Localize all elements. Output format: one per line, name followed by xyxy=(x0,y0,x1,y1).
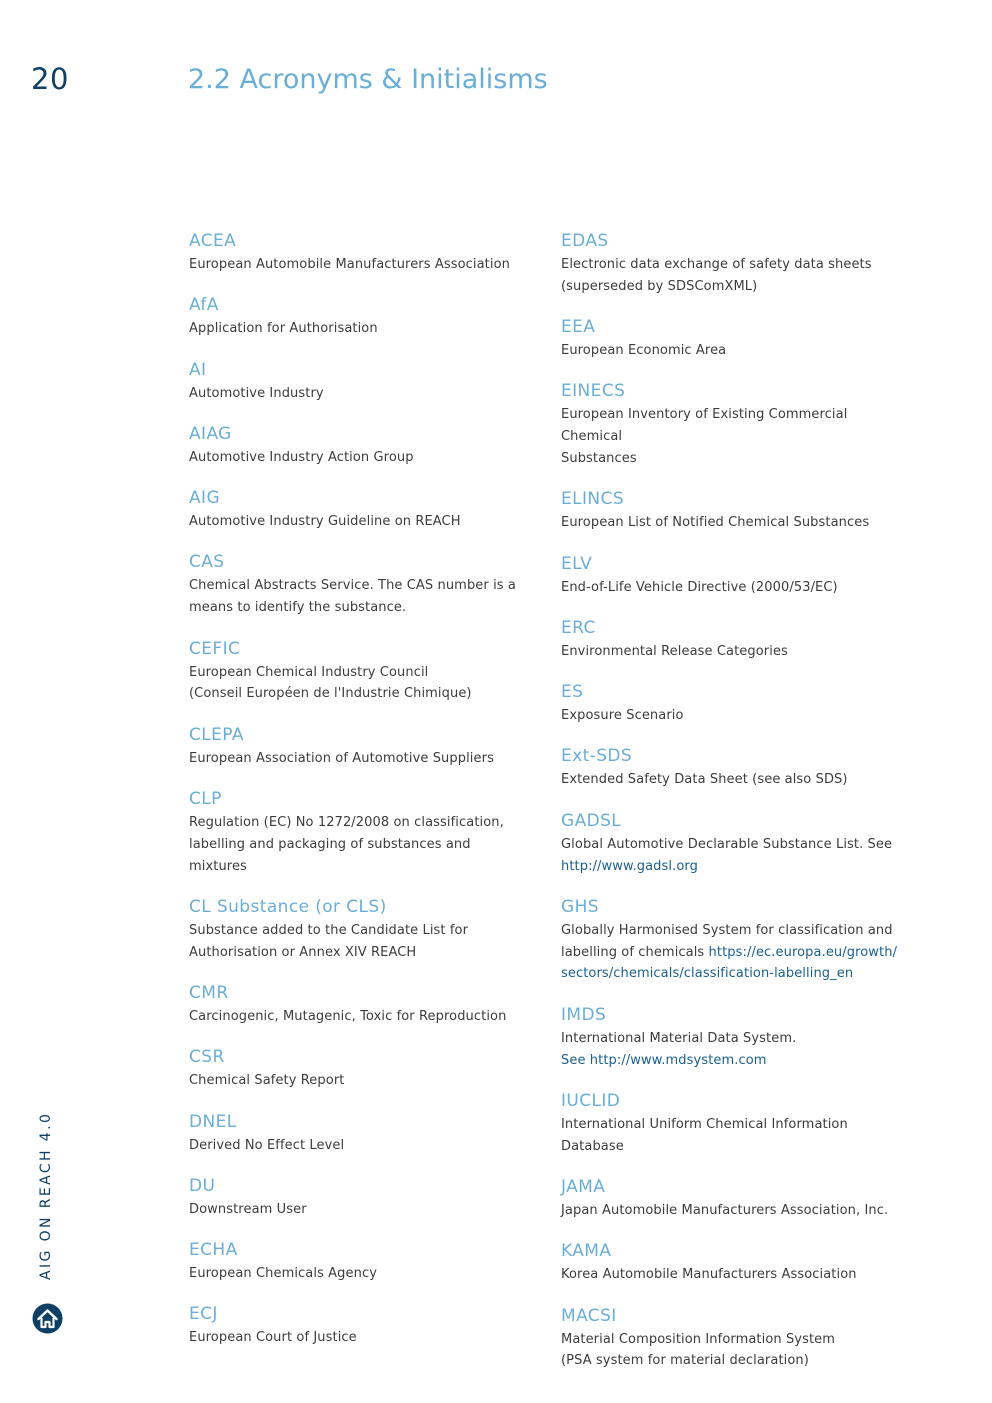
glossary-definition xyxy=(189,318,529,340)
glossary-term: IMDS xyxy=(561,1004,607,1025)
reference-link[interactable]: https://ec.europa.eu/growth/ sectors/chemicals/classification-labelling_en xyxy=(561,944,898,982)
definition-text: European Automobile Manufacturers Association xyxy=(189,257,510,272)
glossary-term: AfA xyxy=(189,295,219,316)
glossary-term: EDAS xyxy=(561,231,609,251)
glossary-definition xyxy=(189,575,529,619)
reference-link[interactable]: See http://www.mdsystem.com xyxy=(561,1052,767,1068)
glossary-definition xyxy=(561,404,906,469)
glossary-definition xyxy=(561,512,906,534)
glossary-column-left xyxy=(189,229,529,1367)
definition-text: Application for Authorisation xyxy=(189,321,378,337)
glossary-entry xyxy=(189,1045,529,1092)
glossary-definition xyxy=(189,1263,529,1285)
glossary-term: DU xyxy=(189,1175,216,1196)
glossary-entry xyxy=(189,637,529,706)
glossary-entry xyxy=(189,486,529,533)
glossary-term: IUCLID xyxy=(561,1090,621,1111)
glossary-term: GHS xyxy=(561,896,599,917)
glossary-definition xyxy=(189,1135,529,1157)
glossary-term: ACEA xyxy=(189,231,237,251)
glossary-entry xyxy=(189,1302,529,1349)
glossary-term: AI xyxy=(189,359,207,380)
definition-text: European Court of Justice xyxy=(189,1330,357,1346)
page-number: 20 xyxy=(31,62,69,96)
glossary-definition xyxy=(561,920,906,985)
glossary-term: JAMA xyxy=(561,1176,606,1197)
glossary-definition xyxy=(561,705,906,727)
definition-text: European Inventory of Existing Commercial Chemical Substances xyxy=(561,407,848,466)
definition-text: End-of-Life Vehicle Directive (2000/53/EC) xyxy=(561,579,838,595)
glossary-entry xyxy=(561,1089,906,1158)
glossary-term: Ext-SDS xyxy=(561,746,633,767)
glossary-definition xyxy=(561,834,906,878)
glossary-definition xyxy=(189,1327,529,1349)
glossary-entry xyxy=(561,680,906,727)
glossary-definition xyxy=(189,511,529,533)
glossary-entry xyxy=(189,422,529,469)
glossary-definition xyxy=(561,1028,906,1072)
definition-text: European Economic Area xyxy=(561,343,727,359)
glossary-entry xyxy=(189,1110,529,1157)
glossary-entry xyxy=(189,895,529,964)
glossary-entry xyxy=(561,744,906,791)
definition-text: Chemical Abstracts Service. The CAS number is a means to identify the substance. xyxy=(189,578,516,616)
glossary-definition xyxy=(189,812,529,877)
glossary-definition xyxy=(189,1199,529,1221)
glossary-term: CLP xyxy=(189,788,222,809)
glossary-entry xyxy=(189,1238,529,1285)
definition-text: European Chemicals Agency xyxy=(189,1266,377,1282)
glossary-definition xyxy=(189,447,529,469)
glossary-entry xyxy=(561,1003,906,1072)
page-title: 2.2 Acronyms & Initialisms xyxy=(188,64,548,95)
definition-text: Material Composition Information System (PSA system for material declaration) xyxy=(561,1331,836,1369)
spine-label: AIG ON REACH 4.0 xyxy=(38,1111,54,1280)
definition-text: Substance added to the Candidate List for Authorisation or Annex XIV REACH xyxy=(189,922,469,960)
glossary-term: ECJ xyxy=(189,1304,218,1325)
glossary-entry xyxy=(189,981,529,1028)
definition-text: Automotive Industry Guideline on REACH xyxy=(189,514,461,530)
glossary-term: MACSI xyxy=(561,1305,617,1326)
glossary-term: ELV xyxy=(561,553,593,574)
glossary-entry xyxy=(189,550,529,619)
definition-text: Korea Automobile Manufacturers Association xyxy=(561,1267,857,1283)
definition-text: International Uniform Chemical Information Database xyxy=(561,1116,848,1154)
definition-text: European Association of Automotive Suppliers xyxy=(189,750,494,766)
definition-text: Japan Automobile Manufacturers Association, Inc. xyxy=(561,1202,889,1218)
reference-link[interactable]: http://www.gadsl.org xyxy=(561,858,698,874)
glossary-definition xyxy=(561,1114,906,1158)
glossary-term: AIG xyxy=(189,488,221,509)
glossary-term: ES xyxy=(561,682,584,703)
glossary-term: ECHA xyxy=(189,1240,238,1261)
glossary-entry xyxy=(561,1175,906,1222)
glossary-entry xyxy=(561,895,906,985)
definition-text: European List of Notified Chemical Substances xyxy=(561,515,870,531)
glossary-definition xyxy=(561,254,906,298)
glossary-definition xyxy=(561,641,906,663)
glossary-term: CAS xyxy=(189,552,225,573)
definition-text: Exposure Scenario xyxy=(561,708,684,724)
glossary-definition xyxy=(561,340,906,362)
definition-text: Downstream User xyxy=(189,1201,307,1217)
glossary-definition xyxy=(189,1070,529,1092)
glossary-term: CSR xyxy=(189,1047,225,1068)
glossary-term: ELINCS xyxy=(561,489,625,510)
glossary-definition xyxy=(561,1264,906,1286)
glossary-entry xyxy=(189,1174,529,1221)
definition-text: Automotive Industry Action Group xyxy=(189,449,414,465)
glossary-entry xyxy=(561,616,906,663)
definition-text: Extended Safety Data Sheet (see also SDS) xyxy=(561,772,848,788)
definition-text: Regulation (EC) No 1272/2008 on classification, labelling and packaging of substances and mixtures xyxy=(189,814,504,874)
glossary-definition xyxy=(561,1200,906,1222)
glossary-definition xyxy=(561,1329,906,1373)
glossary-entry xyxy=(561,809,906,878)
glossary-term: CLEPA xyxy=(189,724,244,745)
glossary-term: CMR xyxy=(189,982,229,1003)
glossary-term: ERC xyxy=(561,617,596,638)
glossary-term: EINECS xyxy=(561,381,626,402)
definition-text: Electronic data exchange of safety data sheets (superseded by SDSComXML) xyxy=(561,257,872,294)
glossary-entry xyxy=(189,723,529,770)
glossary-definition xyxy=(561,769,906,791)
glossary-definition xyxy=(189,1006,529,1028)
glossary-definition xyxy=(189,920,529,964)
definition-text: Derived No Effect Level xyxy=(189,1137,345,1153)
glossary-term: CEFIC xyxy=(189,638,241,659)
glossary-term: GADSL xyxy=(561,810,622,831)
glossary-term: CL Substance (or CLS) xyxy=(189,896,387,917)
glossary-entry xyxy=(561,552,906,599)
glossary-definition xyxy=(189,383,529,405)
glossary-entry xyxy=(561,379,906,469)
glossary-term: KAMA xyxy=(561,1241,612,1262)
definition-text: Chemical Safety Report xyxy=(189,1073,345,1089)
glossary-entry xyxy=(561,1239,906,1286)
glossary-column-right xyxy=(561,229,906,1390)
definition-text: Carcinogenic, Mutagenic, Toxic for Reproduction xyxy=(189,1008,507,1024)
home-icon[interactable] xyxy=(32,1303,63,1334)
glossary-term: DNEL xyxy=(189,1111,237,1132)
glossary-entry xyxy=(561,315,906,362)
glossary-entry xyxy=(189,358,529,405)
definition-text: International Material Data System. xyxy=(561,1030,797,1046)
glossary-entry xyxy=(189,787,529,877)
definition-text: Global Automotive Declarable Substance List. See xyxy=(561,836,893,852)
glossary-definition xyxy=(189,662,529,706)
glossary-entry xyxy=(189,293,529,340)
definition-text: Environmental Release Categories xyxy=(561,643,788,659)
glossary-definition xyxy=(561,577,906,599)
glossary-entry xyxy=(189,229,529,276)
glossary-entry xyxy=(561,1304,906,1373)
definition-text: Automotive Industry xyxy=(189,385,324,401)
glossary-entry xyxy=(561,229,906,298)
glossary-definition xyxy=(189,254,529,276)
glossary-entry xyxy=(561,487,906,534)
glossary-term: EEA xyxy=(561,317,596,338)
definition-text: Globally Harmonised System for classification and labelling of chemicals xyxy=(561,922,893,960)
definition-text: European Chemical Industry Council (Conseil Européen de l'Industrie Chimique) xyxy=(189,664,472,702)
glossary-definition xyxy=(189,748,529,770)
glossary-term: AIAG xyxy=(189,423,232,444)
